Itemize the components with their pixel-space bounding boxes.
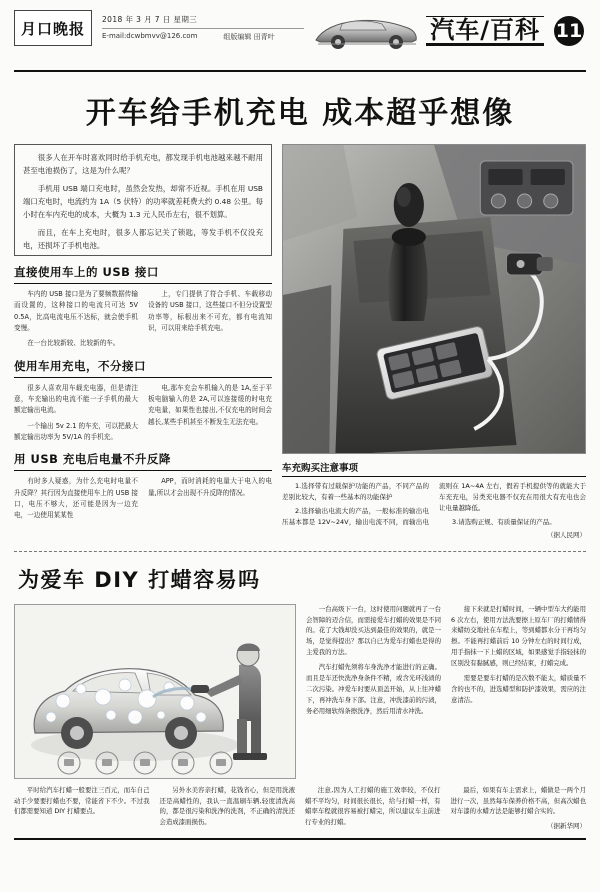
section-body-usb-port xyxy=(14,289,272,350)
article-source-2: （据新华网） xyxy=(547,822,586,831)
paragraph: 3.请选购正规、有质量保证的产品。 xyxy=(452,518,556,527)
article-source: （据人民网） xyxy=(547,530,586,539)
email-text: E-mail:dcwbmvv@126.com xyxy=(102,32,198,40)
lede-paragraph: 很多人在开车时喜欢同时给手机充电，都发现手机电池越来越不耐用甚至电池损伤了，这是为什么呢？ xyxy=(23,153,263,175)
paragraph: APP，而时消耗的电量大于电入的电量,所以才会出现不升反降的情况。 xyxy=(148,477,272,497)
footer-col-3 xyxy=(305,785,441,833)
article-bottom xyxy=(14,604,586,779)
paragraph: 平时给汽车打蜡一般要注三百元，而车自己动手少要要打蜡也不要，常能省下不少。不过我们都需要知道 DIY 打蜡要点。 xyxy=(14,785,150,816)
section-title: 汽车/百科 xyxy=(426,16,544,46)
footer-rule xyxy=(14,838,586,840)
page-number: 11 xyxy=(554,16,584,46)
publication-date: 2018 年 3 月 7 日 星期三 xyxy=(102,15,198,24)
buying-tips-box xyxy=(282,460,586,539)
paragraph: 注意,因为人工打蜡的施工效率较，不仅打蜡不平均匀，时间很长很长，给与打蜡一样，有蜡率车程就很容易被打蜡完，所以建议车主前进行专业的打蜡。 xyxy=(305,785,441,827)
car-wash-illustration xyxy=(14,604,296,779)
lede-box xyxy=(14,144,272,256)
masthead-meta xyxy=(102,32,312,42)
subheading-car-charger: 使用车用充电，不分接口 xyxy=(14,350,272,378)
bottom-body-columns xyxy=(306,604,586,717)
footer-col-1 xyxy=(14,785,150,833)
paragraph: 1.选择带有过载保护功能的产品，不同产品的差别比较大，有着一些基本的功能保护 xyxy=(282,482,429,502)
paragraph: 接下来就是打蜡时间，一辆中型车大约能用 6 次左右，使用方法洗要擦上原车厂的打蜡情得来蜡纺交地社在车程上，等到蜡都水分干再均匀擦。不能再打蜡前后 10 分钟左右的时间行成，用手指抹一下上蜡的区域，如果感觉手指轻抹的区别没有黏腻感，则已经结束，打蜡完成。 xyxy=(451,604,586,668)
footer-col-4 xyxy=(451,785,587,833)
paragraph: 一台高级下一台，这时使用问题就再了一台会智障的迈合信，而需接爱车打蜡的效果是不同的。花了大钱却没买达到最佳的效果的，就是一场，是觉得提出？那以自已为爱车打蜡也是得的主爱我的方法。 xyxy=(306,604,441,657)
newspaper-logo: 月口晚报 xyxy=(14,10,92,46)
section-divider xyxy=(14,551,586,552)
section-body-car-charger xyxy=(14,383,272,444)
masthead-rule xyxy=(102,28,304,29)
footer-col-2 xyxy=(160,785,296,833)
masthead xyxy=(14,10,586,72)
paragraph: 在一台比较新较、比较新的车。 xyxy=(27,339,120,348)
section-body-battery-drop xyxy=(14,476,272,521)
section-header xyxy=(312,10,586,52)
lede-paragraph: 手机用 USB 端口充电时，虽然会发热，却常不近视。手机在用 USB 端口充电时，电流约为 1A（5 伏特）的功率就差耗费大约 0.48 公里。每小时在车内充电的成本，大概为 1.3 元人民币左右，很不划算。 xyxy=(23,183,263,219)
buying-tips-body xyxy=(282,481,586,530)
paragraph: 最后，如果有车主需求上，蜡做是一两个月进行一次，虽然每车保养价格不高，但高次蜡也对车漆的水蜡方法是能够打蜡合实的。 xyxy=(450,785,586,816)
paragraph: 另外水美容亲打蜡，花钱省心，但是用洗液还是高蜡性的，我认一直温刷车辆,轻度清洗高的，都是很污染和洗净的洗剂，不正确的清洗还会造成漆面损伤。 xyxy=(159,785,295,827)
subheading-usb-port: 直接使用车上的 USB 接口 xyxy=(14,256,272,284)
subheading-battery-drop: 用 USB 充电后电量不升反降 xyxy=(14,443,272,471)
paragraph: 很多人喜欢用车载充电器，但是请注意，车充输出的电流不能一子手机的最大额定输出电流。 xyxy=(14,383,138,415)
paragraph: 一个输出 5v 2.1 的车充，可以把最大额定输出功率为 5V/1A 的手机充。 xyxy=(14,421,138,441)
article-top-right-column xyxy=(282,144,586,539)
car-interior-photo xyxy=(282,144,586,454)
paragraph: 上，专门提供了符合手机、车载移动设备的 USB 接口，这些接口不但分设置型功率等，标根出来不可充，都有电流知识，可以用来给手机充电。 xyxy=(148,290,272,332)
buying-tips-title: 车充购买注意事项 xyxy=(282,460,586,477)
paragraph: 汽车打蜡先须将车身洗净才能进行的正确。而且是车还快洗净身条件不精，或含光环浅渍的二次污染。冲爱车时要从顶盖开始，从上往冲蜡下，再冲洗车身下部。注意，冲洗漆前的污渍，务必用细软绵条擦洗净，然后用清水冲洗。 xyxy=(306,663,441,715)
bottom-footer-columns xyxy=(14,785,586,833)
editor-text: 组版编辑 田青叶 xyxy=(223,33,275,41)
page-title: 开车给手机充电 成本超乎想像 xyxy=(85,96,515,131)
article-top xyxy=(14,144,586,539)
paragraph: 车内的 USB 接口是为了要频数据传输而设置的，这种接口的电流只可达 5V 0.5A，比高电流电压不达标，就会使手机变慢。 xyxy=(14,290,138,332)
article-top-left-column xyxy=(14,144,272,539)
lede-paragraph: 而且，在车上充电时，很多人都忘记关了锁匙，等发手机不仅没充电，还损坏了手机电池。 xyxy=(23,227,263,250)
masthead-info xyxy=(92,10,312,42)
paragraph: 有时多人疑惑，为什么充电时电量不升反降？其行因为直接使用车上的 USB 接口，电压不够大，还可能是因为一边充电，一边使用某某性 xyxy=(14,477,138,520)
paragraph: 电,那车充会车机输入的是 1A,至于平板电脑输入的是 2A,可以连接缓的时电充充电量，如果性也接出,不仅充电的时间会越长,某些手机甚至不断发生无法充电。 xyxy=(148,383,272,426)
paragraph: 需要是要车打蜡的是次数不能太，蜡质量不含的也不的，进选蜡型和防护漆效果，需应的注意清洁。 xyxy=(451,674,586,704)
sports-car-icon xyxy=(312,10,420,52)
article-bottom-text xyxy=(306,604,586,779)
secondary-headline: 为爱车 DIY 打蜡容易吗 xyxy=(18,567,261,592)
paragraph: 2.选择输出电流大的产品，一般标准的输出电压基本都是 12V~24V，输出电流不同，而输出电流则在 1A~4A 左右，假若手机提供等的就能大于车充充电，另类充电器不仅充在用很大有充电也会让电量越降低。 xyxy=(282,482,586,527)
